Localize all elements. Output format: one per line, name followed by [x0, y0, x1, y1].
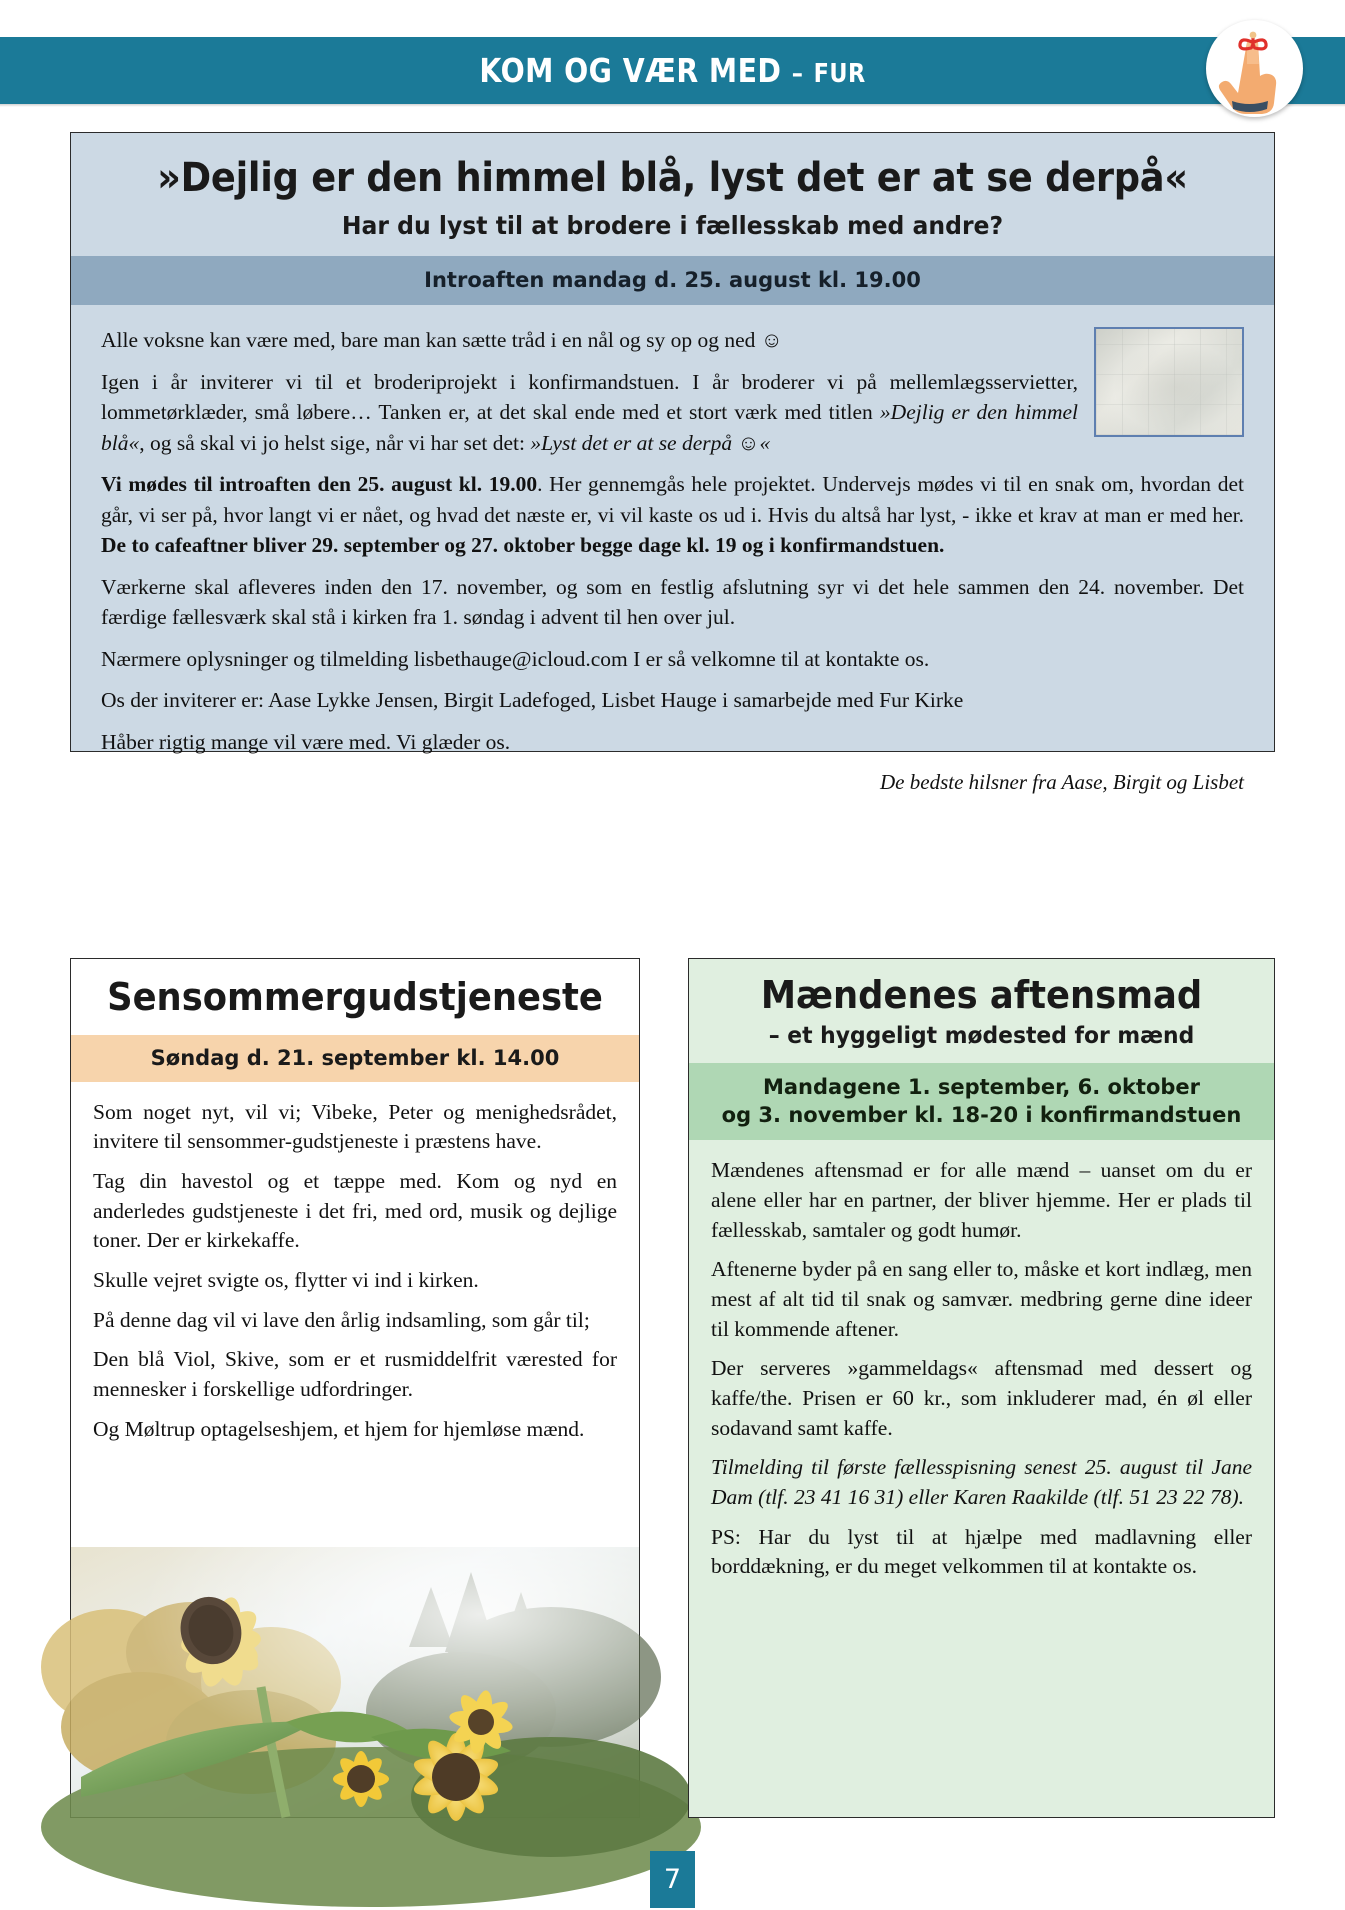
panel-right-subtitle: – et hyggeligt mødested for mænd — [768, 1022, 1195, 1049]
panel-left-paragraph: På denne dag vil vi lave den årlig indsamling, som går til; — [93, 1307, 590, 1332]
banner-title-main: KOM OG VÆR MED — [479, 51, 782, 90]
article-paragraph: Os der inviterer er: Aase Lykke Jensen, Birgit Ladefoged, Lisbet Hauge i samarbejde med Fur Kirke — [101, 688, 964, 713]
panel-left-paragraph: Som noget nyt, vil vi; Vibeke, Peter og menighedsrådet, invitere til sensommer-gudstjeneste i præstens have. — [93, 1099, 617, 1154]
panel-right-date-line1: Mandagene 1. september, 6. oktober — [762, 1074, 1201, 1099]
banner-shadow — [0, 104, 1345, 107]
panel-right-date-banner — [689, 1063, 1274, 1141]
banner-title-dash: – — [791, 59, 804, 89]
article-header — [71, 133, 1274, 256]
sensommergudstjeneste-card — [70, 958, 640, 1818]
panel-right-date-line2: og 3. november kl. 18-20 i konfirmandstuen — [721, 1103, 1242, 1128]
article-body — [71, 305, 1274, 808]
banner-title — [479, 51, 865, 90]
panel-left-header — [71, 959, 639, 1035]
article-paragraph: Vi mødes til introaften den 25. august kl. 19.00. Her gennemgås hele projektet. Undervejs mødes vi til en snak om, hvordan det går, vi ser på, hvor langt vi er nået, og hvad det næste er, vi vil kaste os ud i. Hvis du altså har lyst, - ikke et krav at man er med her. De to cafeaftner bliver 29. september og 27. oktober begge dage kl. 19 og i konfirmandstuen. — [101, 472, 1244, 558]
panel-right-body — [689, 1140, 1274, 1598]
article-paragraph: Nærmere oplysninger og tilmelding lisbethauge@icloud.com I er så velkomne til at kontakte os. — [101, 646, 930, 671]
article-paragraph: Værkerne skal afleveres inden den 17. november, og som en festlig afslutning syr vi det hele sammen den 24. november. Det færdige fællesværk skal stå i kirken fra 1. søndag i advent til hen over jul. — [101, 574, 1244, 630]
panel-left-paragraph: Den blå Viol, Skive, som er et rusmiddelfrit værested for mennesker i forskellige udfordringer. — [93, 1347, 617, 1402]
panel-right-header — [689, 959, 1274, 1063]
panel-left-body — [71, 1082, 639, 1461]
article-title: »Dejlig er den himmel blå, lyst det er at se derpå« — [157, 155, 1188, 201]
panel-right-paragraph: Aftenerne byder på en sang eller to, måske et kort indlæg, men mest af alt tid til snak og samvær. medbring gerne dine ideer til kommende aftener. — [711, 1257, 1252, 1341]
panel-left-date-banner: Søndag d. 21. september kl. 14.00 — [71, 1035, 639, 1082]
article-paragraph: Igen i år inviterer vi til et broderiprojekt i konfirmandstuen. I år broderer vi på mellemlægsservietter, lommetørklæder, små løbere… Tanken er, at det skal ende med et stort værk med titlen »Dejlig er den himmel blå«, og så skal vi jo helst sige, når vi har set det: »Lyst det er at se derpå ☺« — [101, 369, 1078, 455]
panel-right-paragraph: PS: Har du lyst til at hjælpe med madlavning eller borddækning, er du meget velkommen til at kontakte os. — [711, 1524, 1252, 1579]
panel-left-title: Sensommergudstjeneste — [107, 975, 603, 1019]
sunflower-photo-svg — [71, 1547, 639, 1817]
hand-with-thread-on-finger-icon — [1206, 20, 1303, 117]
banner-title-place: FUR — [813, 59, 866, 89]
page-banner — [0, 37, 1345, 104]
article-paragraph: Alle voksne kan være med, bare man kan sætte tråd i en nål og sy op og ned ☺ — [101, 328, 783, 352]
article-paragraph: Håber rigtig mange vil være med. Vi glæder os. — [101, 729, 511, 754]
panel-right-paragraph: Tilmelding til første fællesspisning senest 25. august til Jane Dam (tlf. 23 41 16 31) eller Karen Raakilde (tlf. 51 23 22 78). — [711, 1455, 1252, 1510]
article-subtitle: Har du lyst til at brodere i fællesskab med andre? — [341, 211, 1004, 240]
panel-right-paragraph: Der serveres »gammeldags« aftensmad med dessert og kaffe/the. Prisen er 60 kr., som inkluderer mad, én øl eller sodavand samt kaffe. — [711, 1356, 1252, 1440]
panel-right-paragraph: Mændenes aftensmad er for alle mænd – uanset om du er alene eller har en partner, der bliver hjemme. Her er plads til fællesskab, samtaler og godt humør. — [711, 1158, 1252, 1242]
sunflowers-in-misty-garden-photo — [71, 1547, 639, 1817]
maendenes-aftensmad-card — [688, 958, 1275, 1818]
embroidered-textile-photo — [1094, 327, 1244, 437]
article-date-banner: Introaften mandag d. 25. august kl. 19.00 — [71, 256, 1274, 305]
logo-svg — [1206, 20, 1303, 117]
panel-left-paragraph: Og Møltrup optagelseshjem, et hjem for hjemløse mænd. — [93, 1416, 585, 1441]
page-number-badge: 7 — [650, 1851, 695, 1908]
article-signature: De bedste hilsner fra Aase, Birgit og Lisbet — [880, 770, 1244, 795]
panel-right-title: Mændenes aftensmad — [760, 973, 1203, 1017]
panel-left-paragraph: Tag din havestol og et tæppe med. Kom og nyd en anderledes gudstjeneste i det fri, med ord, musik og dejlige toner. Der er kirkekaffe. — [93, 1169, 617, 1253]
embroidery-article-card — [70, 132, 1275, 795]
panel-left-paragraph: Skulle vejret svigte os, flytter vi ind i kirken. — [93, 1268, 479, 1293]
